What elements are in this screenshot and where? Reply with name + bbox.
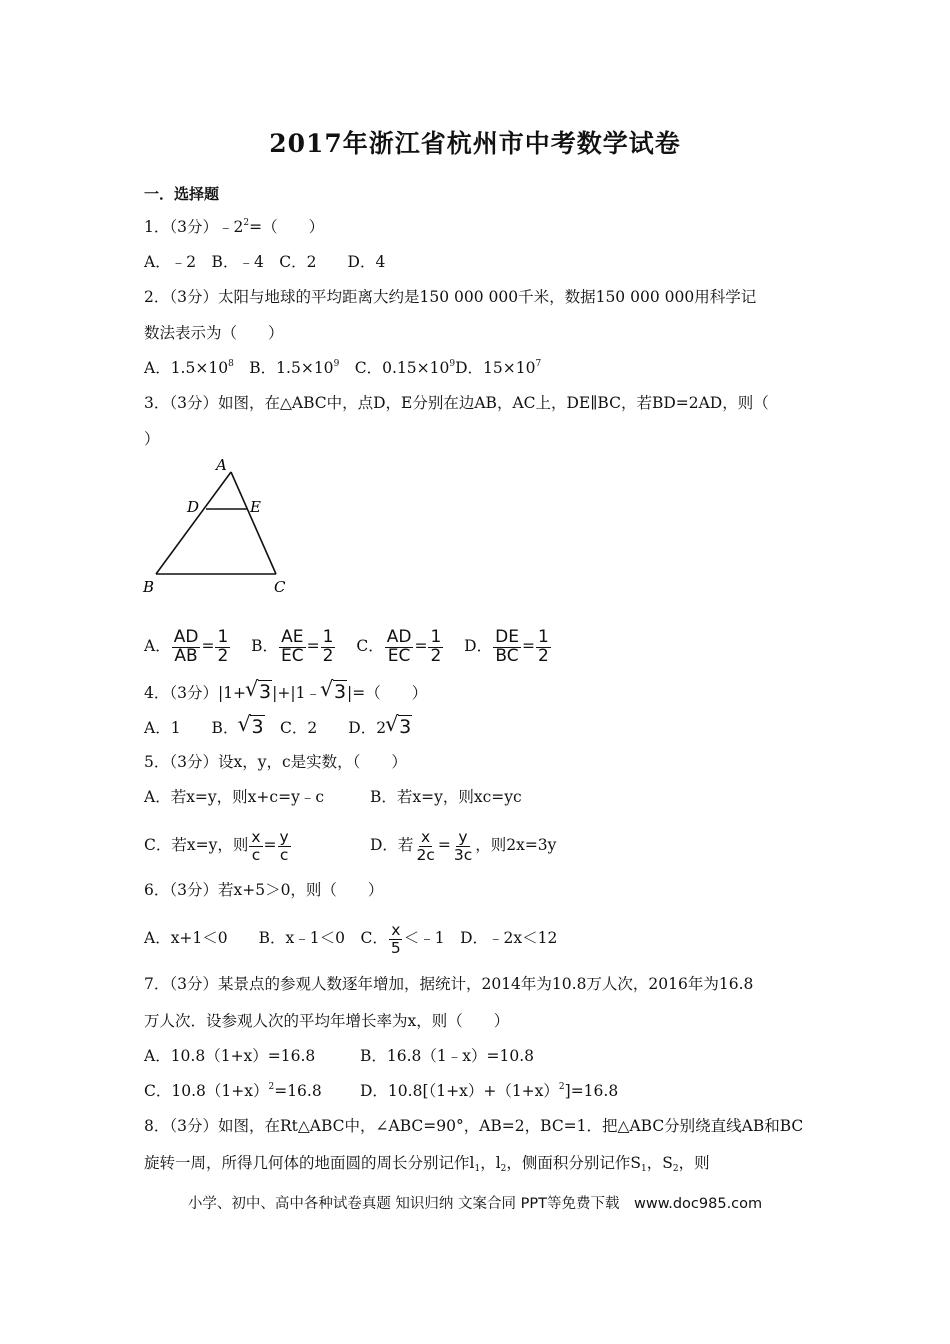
sqrt: √ 3: [247, 681, 272, 703]
question-5-option-c: C．若x=y，则 $\frac{x}{c}$ = $\frac{y}{c}$: [144, 828, 289, 864]
question-6-options: A．x+1＜0 B．x﹣1＜0 C． $\frac{x}{5}$ ＜﹣1 D．﹣2x＜12: [144, 921, 558, 957]
fraction: $\frac{1}{2}$: [322, 626, 334, 666]
question-7-option-c: C．$10.8(1+x)^2=16.8$: [144, 1082, 322, 1100]
fraction: $\frac{1}{2}$: [430, 626, 442, 666]
question-7-option-b: B．16.8（1﹣x）=10.8: [360, 1047, 535, 1065]
question-7-option-d: D．$10.8[(1+x)+(1+x)^2]=16.8$: [360, 1082, 619, 1100]
question-7-stem: 7．（3分）某景点的参观人数逐年增加，据统计，2014年为10.8万人次，2016年为16.8: [144, 975, 754, 993]
question-3-options: A． $\frac{AD}{AB}$ = $\frac{1}{2}$ B． $\frac{AE}{EC}$ = $\frac{1}{2}$ C． $\frac{AD}{EC}$ = $\frac{1}{2}$ D． $\frac{DE}{BC}$ = $\frac{1}{2}$: [144, 626, 549, 666]
vertex-label-b: B: [143, 578, 155, 596]
vertex-label-d: D: [187, 498, 200, 516]
vertex-label-c: C: [274, 578, 286, 596]
sqrt: √ 3: [239, 716, 264, 738]
question-4: 4．（3分）|1+√ 3|+|1﹣√ 3|=（ ）: [144, 681, 427, 704]
question-7-option-a: A．10.8（1+x）=16.8: [144, 1047, 316, 1065]
section-heading: 一．选择题: [144, 185, 220, 203]
question-2-stem: 2．（3分）太阳与地球的平均距离大约是150 000 000千米，数据150 000 000用科学记: [144, 288, 757, 306]
fraction: $\frac{AE}{EC}$: [281, 626, 304, 666]
fraction: $\frac{y}{c}$: [279, 828, 289, 864]
question-7-stem-cont: 万人次．设参观人次的平均年增长率为x，则（ ）: [144, 1012, 510, 1030]
fraction: $\frac{DE}{BC}$: [495, 626, 519, 666]
fraction: $\frac{y}{3c}$: [453, 828, 473, 864]
sqrt: √ 3: [387, 716, 412, 738]
question-1: 1．（3分）$﹣2^2=$（ ）: [144, 218, 325, 236]
question-2-stem-cont: 数法表示为（ ）: [144, 324, 284, 342]
question-2-options: A．$1.5\times 10^8$ B．$1.5\times 10^9$ C．$0.15\times 10^9D$．$15\times 10^7$: [144, 359, 542, 377]
footer-banner: 小学、初中、高中各种试卷真题 知识归纳 文案合同 PPT等免费下载 www.doc985.com: [187, 1196, 763, 1212]
question-5-option-b: B．若x=y，则xc=yc: [370, 788, 522, 806]
vertex-label-e: E: [250, 498, 261, 516]
fraction: $\frac{1}{2}$: [537, 626, 549, 666]
vertex-label-a: A: [216, 456, 227, 474]
question-3-stem: 3．（3分）如图，在△ABC中，点D，E分别在边AB，AC上，DE∥BC，若BD=2AD，则（: [144, 394, 769, 412]
question-5-option-a: A．若x=y，则x+c=y﹣c: [144, 788, 325, 806]
fraction: $\frac{1}{2}$: [217, 626, 229, 666]
question-1-options: A．﹣2 B．﹣4 C．2 D．4: [144, 253, 386, 271]
fraction: $\frac{x}{5}$: [390, 921, 401, 957]
fraction: $\frac{x}{c}$: [251, 828, 261, 864]
sqrt: √ 3: [322, 681, 347, 703]
question-4-options: A．1 B．√ 3 C．2 D．2√ 3: [144, 716, 412, 739]
triangle-figure: [140, 454, 300, 599]
page-title: 2017年浙江省杭州市中考数学试卷: [269, 129, 681, 158]
question-6-stem: 6．（3分）若x+5＞0，则（ ）: [144, 881, 384, 899]
question-5-stem: 5．（3分）设x，y，c是实数，（ ）: [144, 753, 407, 771]
question-8-stem-cont: 旋转一周，所得几何体的地面圆的周长分别记作$l_1$，$l_2$，侧面积分别记作$S_1$，$S_2$，则: [144, 1154, 710, 1174]
question-3-stem-cont: ）: [144, 430, 160, 448]
question-8-stem: 8．（3分）如图，在Rt△ABC中，∠ABC=90°，AB=2，BC=1．把△ABC分别绕直线AB和BC: [144, 1117, 804, 1135]
question-5-option-d: D．若 $\frac{x}{2c}$ = $\frac{y}{3c}$ ，则2x=3y: [370, 828, 557, 864]
fraction: $\frac{AD}{EC}$: [386, 626, 412, 666]
fraction: $\frac{AD}{AB}$: [173, 626, 199, 666]
fraction: $\frac{x}{2c}$: [416, 828, 435, 864]
